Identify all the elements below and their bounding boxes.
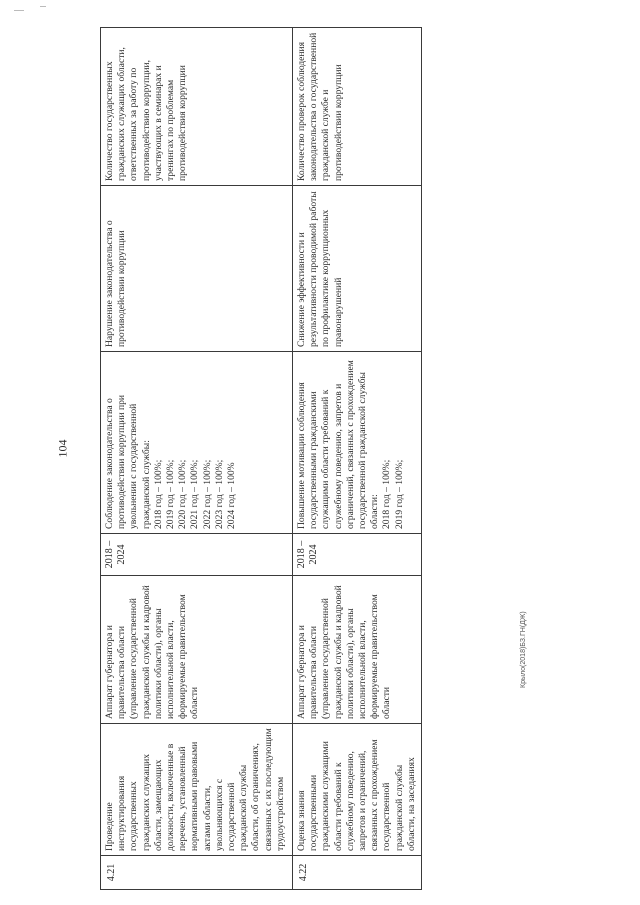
table-viewport bbox=[100, 28, 415, 890]
measures-table bbox=[100, 27, 422, 890]
footer-reference: Крыло(2018)БЗ.ГН(ДЖ) bbox=[520, 611, 527, 688]
scan-mark bbox=[40, 6, 46, 7]
measure-cell: Оценка знания государственными гражданскими служащими области требований к служебному поведению, запретов и ограничений, связанных с прохождением государственной гражданской службы области, на заседаниях bbox=[293, 724, 422, 856]
result-line: 2022 год – 100%; bbox=[201, 459, 213, 529]
row-number: 4.22 bbox=[293, 856, 422, 890]
page-number: 104 bbox=[55, 439, 70, 458]
result-line: 2019 год – 100%; bbox=[165, 459, 177, 529]
risks-cell: Нарушение законодательства о противодействии коррупции bbox=[101, 186, 293, 352]
result-line: 2021 год – 100%; bbox=[189, 459, 201, 529]
scan-mark bbox=[14, 10, 24, 11]
rotated-table-container bbox=[100, 28, 415, 890]
executor-cell: Аппарат губернатора и правительства области (управление государственной гражданской службы и кадровой политики области), органы исполнительной власти, формируемые правительством области bbox=[293, 576, 422, 724]
indicator-cell: Количество государственных гражданских служащих области, ответственных за работу по противодействию коррупции, участвующих в семинарах и тренингах по проблемам противодействия коррупции bbox=[101, 28, 293, 186]
period-cell: 2018 – 2024 bbox=[293, 534, 422, 576]
result-line: 2020 год – 100%; bbox=[177, 459, 189, 529]
result-line: 2023 год – 100%; bbox=[213, 459, 225, 529]
period-cell: 2018 – 2024 bbox=[101, 534, 293, 576]
result-line: 2019 год – 100%; bbox=[393, 459, 405, 529]
risks-cell: Снижение эффективности и результативности проводимой работы по профилактике коррупционных правонарушений bbox=[293, 186, 422, 352]
result-line: Соблюдение законодательства о противодействии коррупции при увольнении с государственной гражданской службы: bbox=[104, 394, 152, 529]
executor-cell: Аппарат губернатора и правительства области (управление государственной гражданской службы и кадровой политики области), органы исполнительной власти, формируемые правительством области bbox=[101, 576, 293, 724]
result-line: 2018 год – 100%; bbox=[381, 459, 393, 529]
measure-cell: Проведение инструктирования государственных гражданских служащих области, замещающих должности, включенные в перечень, установленный нормативными правовыми актами области, увольняющихся с государственной гражданской службы области, об ограничениях, связанных с их последующим трудоустройством bbox=[101, 724, 293, 856]
table-row bbox=[293, 28, 422, 890]
results-cell bbox=[293, 352, 422, 534]
result-line: Повышение мотивации соблюдения государственными гражданскими служащими области требований к служебному поведению, запретов и ограничений, связанных с прохождением государственной гражданской службы области: bbox=[296, 360, 381, 529]
result-line: 2024 год – 100% bbox=[226, 462, 238, 529]
results-cell bbox=[101, 352, 293, 534]
table-row bbox=[101, 28, 293, 890]
indicator-cell: Количество проверок соблюдения законодательства о государственной гражданской службе и противодействии коррупции bbox=[293, 28, 422, 186]
row-number: 4.21 bbox=[101, 856, 293, 890]
result-line: 2018 год – 100%; bbox=[152, 459, 164, 529]
